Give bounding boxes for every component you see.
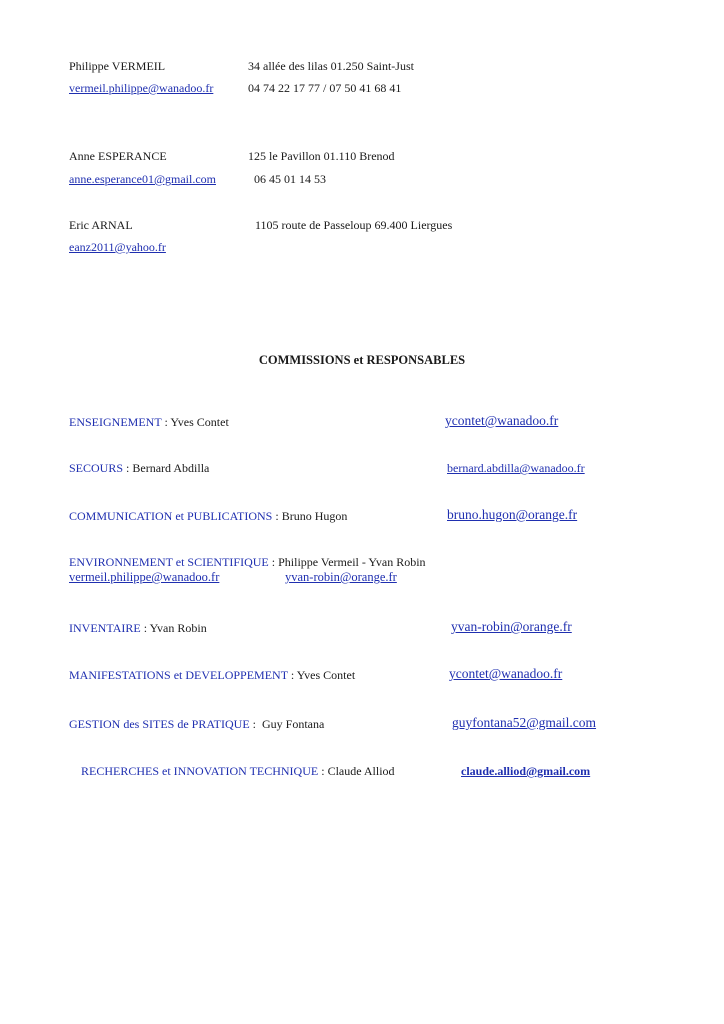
commission-person: Yves Contet [296, 668, 356, 682]
commission-title: GESTION des SITES de PRATIQUE [69, 717, 250, 731]
commission-person: Bernard Abdilla [132, 461, 210, 475]
commission-separator: : [318, 764, 328, 778]
commission-title: RECHERCHES et INNOVATION TECHNIQUE [81, 764, 319, 778]
commission-title: MANIFESTATIONS et DEVELOPPEMENT [69, 668, 288, 682]
commission-email-link[interactable]: bernard.abdilla@wanadoo.fr [447, 461, 585, 475]
commission-email-link[interactable]: ycontet@wanadoo.fr [445, 413, 559, 428]
contact-address: 34 allée des lilas 01.250 Saint-Just [248, 59, 414, 73]
commission-label [69, 668, 355, 682]
commission-email-link[interactable]: claude.alliod@gmail.com [461, 764, 591, 778]
commission-person: Yvan Robin [149, 621, 207, 635]
commission-title: SECOURS [69, 461, 124, 475]
contact-name: Anne ESPERANCE [69, 149, 167, 163]
commission-separator: : [287, 668, 297, 682]
commission-title: INVENTAIRE [69, 621, 141, 635]
commission-person: Bruno Hugon [281, 509, 348, 523]
contact-address: 125 le Pavillon 01.110 Brenod [248, 149, 395, 163]
commission-label [69, 555, 426, 569]
contact-email-link[interactable]: eanz2011@yahoo.fr [69, 240, 166, 254]
contact-phone: 04 74 22 17 77 / 07 50 41 68 41 [248, 81, 402, 95]
commission-email-link[interactable]: guyfontana52@gmail.com [452, 715, 597, 730]
commission-title: ENSEIGNEMENT [69, 415, 162, 429]
commission-separator: : [161, 415, 171, 429]
commission-label [69, 415, 229, 429]
commission-email-link[interactable]: yvan-robin@orange.fr [285, 570, 397, 584]
commission-email-link[interactable]: yvan-robin@orange.fr [451, 619, 572, 634]
commission-person: Yves Contet [170, 415, 229, 429]
commission-separator: : [140, 621, 150, 635]
commission-person: Guy Fontana [262, 717, 325, 731]
commission-separator: : [268, 555, 279, 569]
commission-label [69, 621, 207, 635]
commission-separator: : [272, 509, 282, 523]
commission-email-link[interactable]: ycontet@wanadoo.fr [449, 666, 563, 681]
commission-label [69, 461, 209, 475]
contact-name: Philippe VERMEIL [69, 59, 166, 73]
contact-email-link[interactable]: vermeil.philippe@wanadoo.fr [69, 81, 214, 95]
section-title: COMMISSIONS et RESPONSABLES [258, 353, 466, 367]
commission-separator: : [123, 461, 133, 475]
commission-label [69, 717, 324, 731]
contact-email-link[interactable]: anne.esperance01@gmail.com [69, 172, 216, 186]
commission-person: Philippe Vermeil - Yvan Robin [278, 555, 426, 569]
contact-address: 1105 route de Passeloup 69.400 Liergues [255, 218, 453, 232]
commission-label [69, 509, 347, 523]
commission-title: COMMUNICATION et PUBLICATIONS [69, 509, 273, 523]
commission-person: Claude Alliod [327, 764, 395, 778]
commission-separator: : [249, 717, 262, 731]
commission-email-link[interactable]: vermeil.philippe@wanadoo.fr [69, 570, 220, 584]
commission-label [81, 764, 395, 778]
commission-email-link[interactable]: bruno.hugon@orange.fr [447, 507, 578, 522]
commission-title: ENVIRONNEMENT et SCIENTIFIQUE [69, 555, 269, 569]
contact-phone: 06 45 01 14 53 [254, 172, 326, 186]
contact-name: Eric ARNAL [69, 218, 133, 232]
